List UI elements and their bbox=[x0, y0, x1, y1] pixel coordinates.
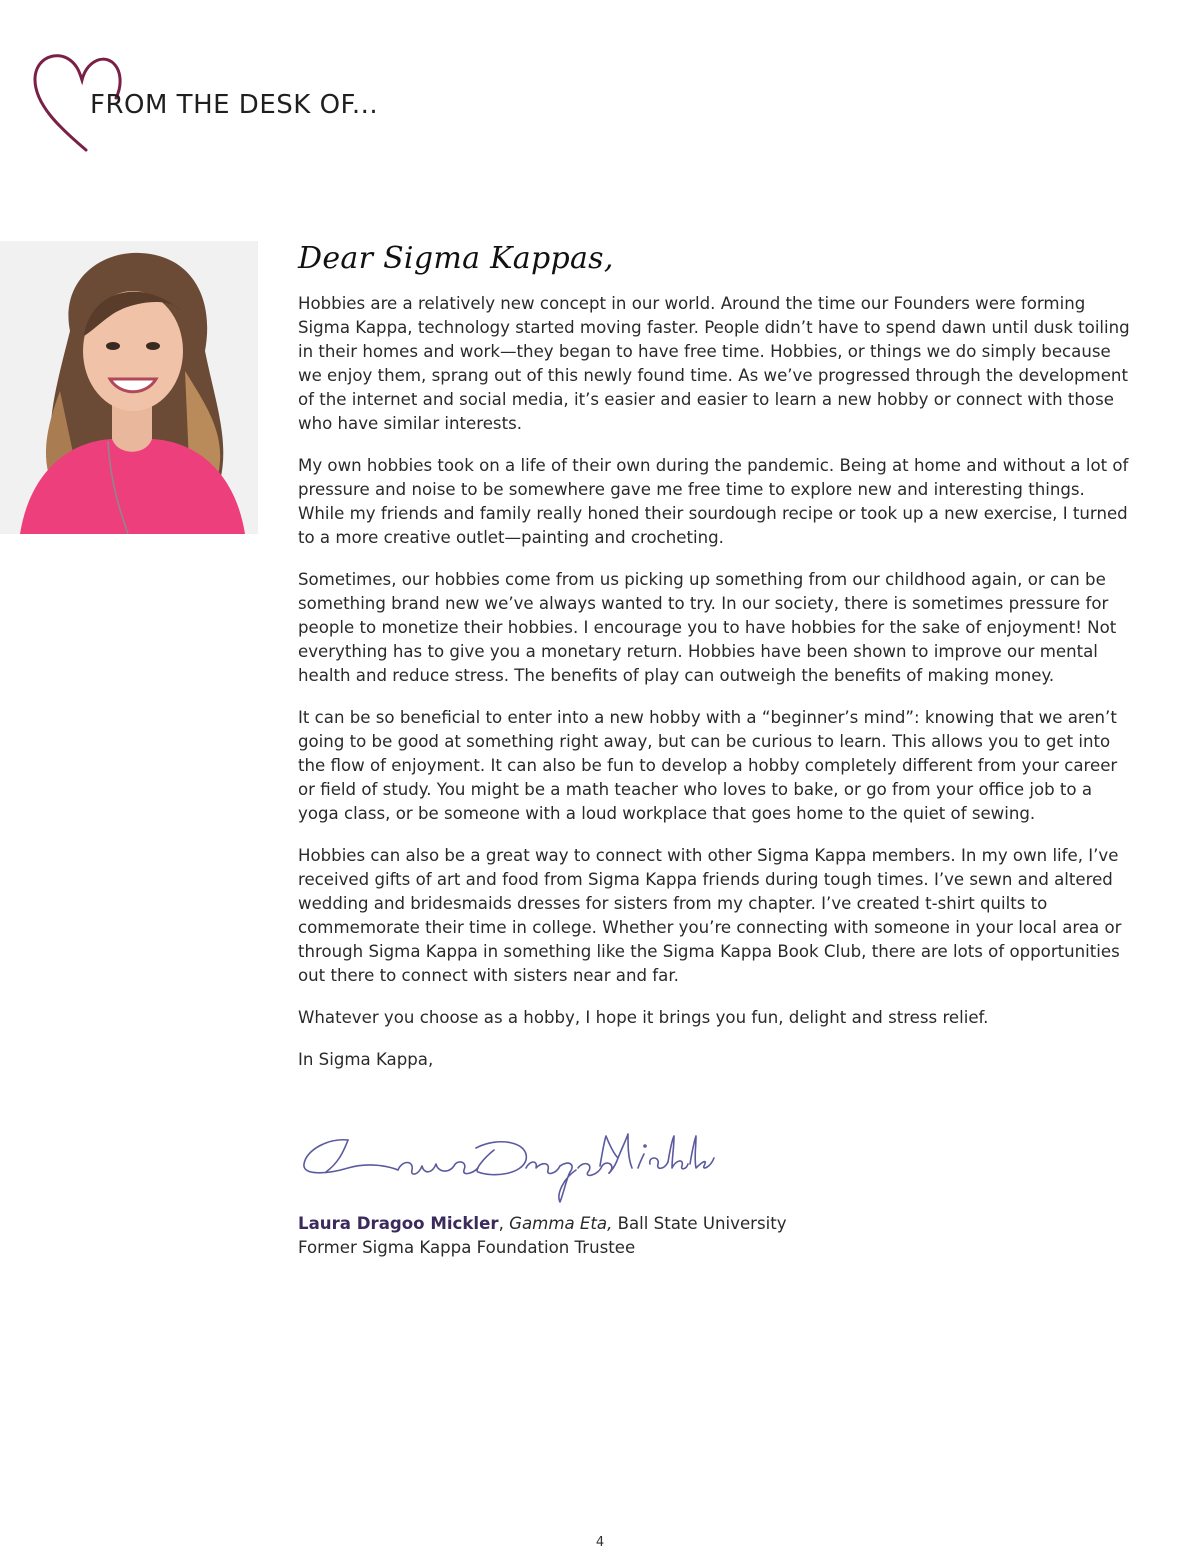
page-number: 4 bbox=[595, 1535, 605, 1550]
paragraph-6: Whatever you choose as a hobby, I hope it brings you fun, delight and stress relief. bbox=[298, 1008, 989, 1027]
salutation: Dear Sigma Kappas, bbox=[298, 241, 614, 276]
signer-chapter: Gamma Eta, bbox=[509, 1214, 613, 1233]
handwritten-signature bbox=[298, 1128, 718, 1206]
signature-block bbox=[298, 1212, 787, 1260]
letter-body bbox=[298, 236, 1133, 1072]
portrait-illustration bbox=[0, 241, 258, 534]
paragraph-4: It can be so beneficial to enter into a new hobby with a “beginner’s mind”: knowing that we aren’t going to be good at something right away, but can be curious to learn. This allows you to get into the flow of enjoyment. It can also be fun to develop a hobby completely different from your career or field of study. You might be a math teacher who loves to bake, or go from your office job to a yoga class, or be someone with a loud workplace that goes home to the quiet of sewing. bbox=[298, 708, 1118, 823]
paragraph-5: Hobbies can also be a great way to connect with other Sigma Kappa members. In my own life, I’ve received gifts of art and food from Sigma Kappa friends during tough times. I’ve sewn and altered wedding and bridesmaids dresses for sisters from my chapter. I’ve created t-shirt quilts to commemorate their time in college. Whether you’re connecting with someone in your local area or through Sigma Kappa in something like the Sigma Kappa Book Club, there are lots of opportunities out there to connect with sisters near and far. bbox=[298, 846, 1122, 985]
closing: In Sigma Kappa, bbox=[298, 1050, 434, 1069]
signer-title: Former Sigma Kappa Foundation Trustee bbox=[298, 1238, 636, 1257]
paragraph-1: Hobbies are a relatively new concept in our world. Around the time our Founders were forming Sigma Kappa, technology started moving faster. People didn’t have to spend dawn until dusk toiling in their homes and work—they began to have free time. Hobbies, or things we do simply because we enjoy them, sprang out of this newly found time. As we’ve progressed through the development of the internet and social media, it’s easier and easier to learn a new hobby or connect with those who have similar interests. bbox=[298, 294, 1130, 433]
page-header bbox=[30, 48, 450, 158]
signer-line bbox=[298, 1212, 787, 1236]
signer-name: Laura Dragoo Mickler bbox=[298, 1214, 499, 1233]
name-separator: , bbox=[498, 1214, 510, 1233]
paragraph-3: Sometimes, our hobbies come from us picking up something from our childhood again, or can be something brand new we’ve always wanted to try. In our society, there is sometimes pressure for people to monetize their hobbies. I encourage you to have hobbies for the sake of enjoyment! Not everything has to give you a monetary return. Hobbies have been shown to improve our mental health and reduce stress. The benefits of play can outweigh the benefits of making money. bbox=[298, 570, 1117, 685]
paragraph-2: My own hobbies took on a life of their own during the pandemic. Being at home and without a lot of pressure and noise to be somewhere gave me free time to explore new and interesting things. While my friends and family really honed their sourdough recipe or took up a new exercise, I turned to a more creative outlet—painting and crocheting. bbox=[298, 456, 1129, 547]
portrait-photo bbox=[0, 241, 258, 534]
signature-drawing bbox=[298, 1128, 718, 1206]
signer-school: Ball State University bbox=[612, 1214, 787, 1233]
page-title: FROM THE DESK OF... bbox=[90, 90, 379, 120]
